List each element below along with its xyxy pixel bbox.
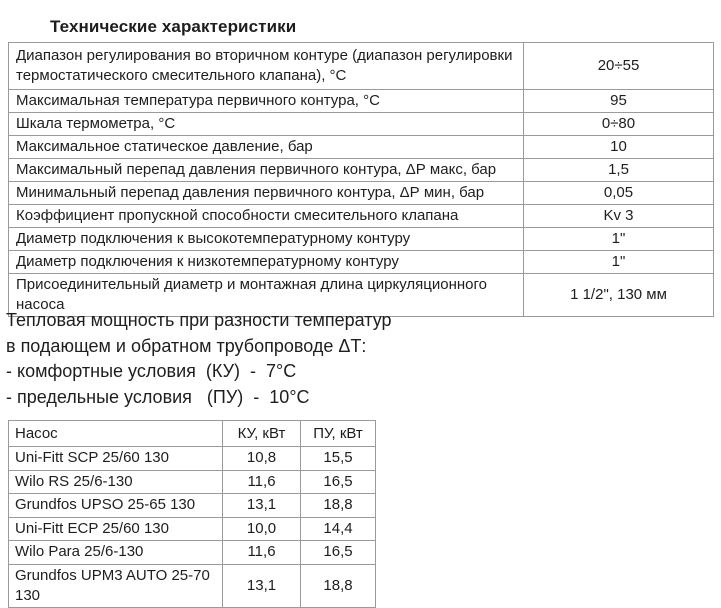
- table-row: [9, 494, 376, 518]
- ku-value: 11,6: [223, 541, 301, 565]
- spec-label: Диаметр подключения к высокотемпературному контуру: [9, 228, 524, 251]
- spec-value: 1,5: [524, 159, 714, 182]
- spec-value: 20÷55: [524, 43, 714, 90]
- column-header-ku: КУ, кВт: [223, 421, 301, 447]
- column-header-pump: Насос: [9, 421, 223, 447]
- spec-value: 95: [524, 90, 714, 113]
- pu-value: 15,5: [301, 447, 376, 471]
- pu-value: 16,5: [301, 541, 376, 565]
- spec-value: 1": [524, 251, 714, 274]
- table-row: [9, 447, 376, 471]
- technical-specs-table: [8, 42, 714, 317]
- column-header-pu: ПУ, кВт: [301, 421, 376, 447]
- pu-value: 18,8: [301, 564, 376, 607]
- page-title: Технические характеристики: [50, 17, 297, 37]
- table-row: [9, 228, 714, 251]
- spec-label: Присоединительный диаметр и монтажная длина циркуляционного насоса: [9, 274, 524, 317]
- table-row: [9, 470, 376, 494]
- table-row: [9, 113, 714, 136]
- spec-value: 0÷80: [524, 113, 714, 136]
- spec-value: 1 1/2", 130 мм: [524, 274, 714, 317]
- ku-value: 10,0: [223, 517, 301, 541]
- spec-label: Максимальная температура первичного контура, °С: [9, 90, 524, 113]
- table-row: [9, 564, 376, 607]
- spec-label: Максимальный перепад давления первичного контура, ΔР макс, бар: [9, 159, 524, 182]
- pump-power-table: [8, 420, 376, 608]
- ku-value: 13,1: [223, 494, 301, 518]
- table-row: [9, 90, 714, 113]
- spec-label: Диаметр подключения к низкотемпературному контуру: [9, 251, 524, 274]
- table-row: [9, 205, 714, 228]
- pump-name: Grundfos UPM3 AUTO 25-70 130: [9, 564, 223, 607]
- pump-name: Uni-Fitt SCP 25/60 130: [9, 447, 223, 471]
- pump-name: Uni-Fitt ECP 25/60 130: [9, 517, 223, 541]
- thermal-power-note: [6, 308, 392, 410]
- note-line: Тепловая мощность при разности температур: [6, 310, 392, 330]
- ku-value: 13,1: [223, 564, 301, 607]
- pu-value: 16,5: [301, 470, 376, 494]
- spec-label: Шкала термометра, °С: [9, 113, 524, 136]
- table-row: [9, 517, 376, 541]
- note-line: в подающем и обратном трубопроводе ΔТ:: [6, 335, 367, 356]
- pump-name: Wilo Para 25/6-130: [9, 541, 223, 565]
- table-row: [9, 251, 714, 274]
- pu-value: 18,8: [301, 494, 376, 518]
- table-row: [9, 182, 714, 205]
- note-line: - комфортные условия (КУ) - 7°С: [6, 361, 297, 381]
- note-line: - предельные условия (ПУ) - 10°С: [6, 386, 310, 407]
- spec-label: Максимальное статическое давление, бар: [9, 136, 524, 159]
- table-row: [9, 136, 714, 159]
- spec-value: 0,05: [524, 182, 714, 205]
- spec-label: Коэффициент пропускной способности смесительного клапана: [9, 205, 524, 228]
- table-row: [9, 541, 376, 565]
- pu-value: 14,4: [301, 517, 376, 541]
- pump-name: Grundfos UPSO 25-65 130: [9, 494, 223, 518]
- spec-label: Диапазон регулирования во вторичном контуре (диапазон регулировки термостатического смесительного клапана), °С: [9, 43, 524, 90]
- spec-label: Минимальный перепад давления первичного контура, ΔР мин, бар: [9, 182, 524, 205]
- spec-value: Kv 3: [524, 205, 714, 228]
- table-row: [9, 43, 714, 90]
- pump-name: Wilo RS 25/6-130: [9, 470, 223, 494]
- spec-value: 10: [524, 136, 714, 159]
- table-row: [9, 159, 714, 182]
- ku-value: 11,6: [223, 470, 301, 494]
- table-header-row: [9, 421, 376, 447]
- ku-value: 10,8: [223, 447, 301, 471]
- spec-value: 1": [524, 228, 714, 251]
